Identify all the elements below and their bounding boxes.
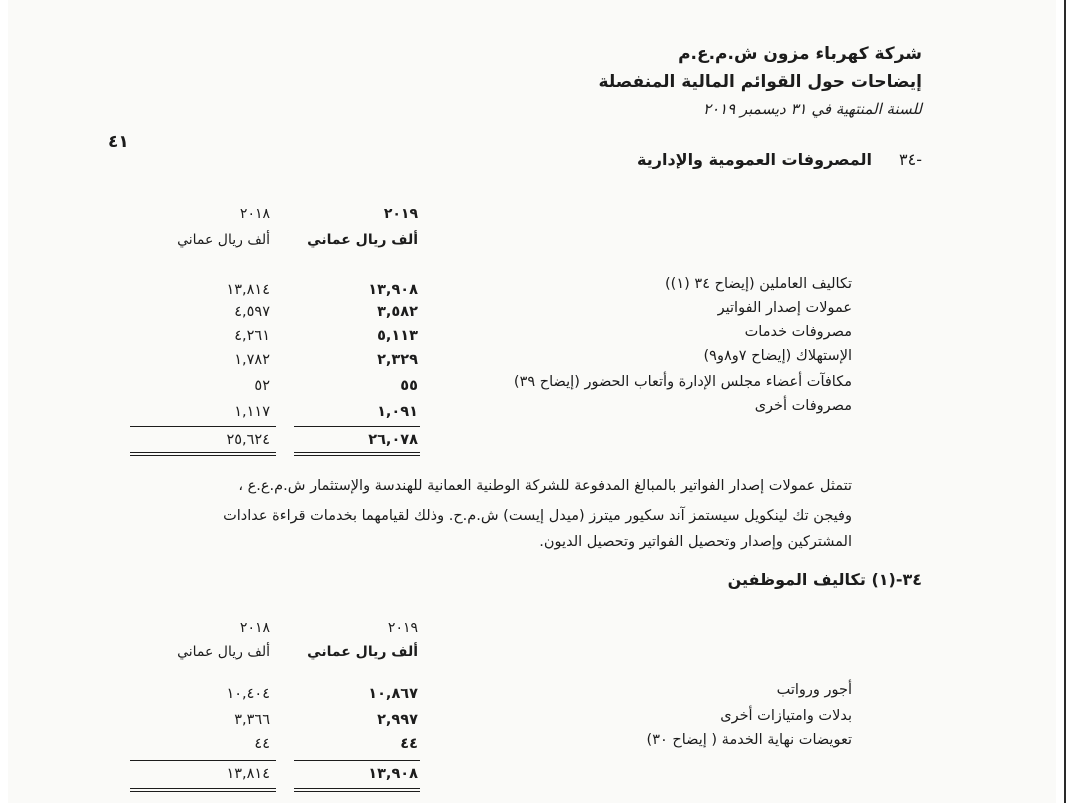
document-page bbox=[8, 0, 1056, 803]
section-title: المصروفات العمومية والإدارية bbox=[637, 150, 872, 169]
row-label: تكاليف العاملين (إيضاح ٣٤ (١)) bbox=[665, 276, 852, 292]
section-number: -٣٤ bbox=[899, 150, 922, 169]
total-2019: ١٣,٩٠٨ bbox=[368, 766, 418, 782]
total-double-rule-2018-a bbox=[130, 788, 276, 789]
note-line: تتمثل عمولات إصدار الفواتير بالمبالغ المدفوعة للشركة الوطنية العمانية للهندسة والإستثمار ش.م.ع.ع ، bbox=[238, 478, 852, 494]
company-name: شركة كهرباء مزون ش.م.ع.م bbox=[678, 44, 922, 64]
period-subtitle: للسنة المنتهية في ٣١ ديسمبر ٢٠١٩ bbox=[702, 100, 922, 118]
col-2018-year: ٢٠١٨ bbox=[239, 206, 270, 222]
row-value-2019: ٤٤ bbox=[400, 736, 418, 752]
subsection-heading bbox=[728, 570, 922, 589]
note-line: المشتركين وإصدار وتحصيل الفواتير وتحصيل الديون. bbox=[539, 534, 852, 550]
col-2018-currency: ألف ريال عماني bbox=[177, 644, 270, 660]
row-label: تعويضات نهاية الخدمة ( إيضاح ٣٠) bbox=[646, 732, 852, 748]
total-double-rule-2018-b bbox=[130, 455, 276, 456]
subtotal-rule-2018 bbox=[130, 760, 276, 761]
subtotal-rule-2019 bbox=[294, 760, 420, 761]
total-double-rule-2018-a bbox=[130, 452, 276, 453]
row-value-2018: ١,٧٨٢ bbox=[234, 352, 270, 368]
total-double-rule-2018-b bbox=[130, 791, 276, 792]
row-value-2018: ١٣,٨١٤ bbox=[226, 282, 270, 298]
col-2019-currency: ألف ريال عماني bbox=[307, 232, 418, 248]
right-edge-line bbox=[1064, 0, 1066, 803]
row-value-2019: ٥,١١٣ bbox=[377, 328, 418, 344]
row-value-2018: ١,١١٧ bbox=[234, 404, 270, 420]
row-label: مصروفات أخرى bbox=[754, 398, 852, 414]
total-double-rule-2019-b bbox=[294, 791, 420, 792]
row-label: مصروفات خدمات bbox=[744, 324, 852, 340]
subtotal-rule-2019 bbox=[294, 426, 420, 427]
document-title: إيضاحات حول القوائم المالية المنفصلة bbox=[598, 72, 922, 92]
row-value-2018: ٤٤ bbox=[254, 736, 270, 752]
total-2019: ٢٦,٠٧٨ bbox=[368, 432, 418, 448]
row-value-2018: ٥٢ bbox=[254, 378, 270, 394]
right-margin bbox=[1056, 0, 1080, 803]
row-label: أجور ورواتب bbox=[776, 682, 852, 698]
row-value-2018: ٣,٣٦٦ bbox=[234, 712, 270, 728]
col-2019-currency: ألف ريال عماني bbox=[307, 644, 418, 660]
subtotal-rule-2018 bbox=[130, 426, 276, 427]
note-line: وفيجن تك لينكويل سيستمز آند سكيور ميترز (ميدل إيست) ش.م.ح. وذلك لقيامهما بخدمات قراءة عدادات bbox=[223, 508, 852, 524]
total-2018: ١٣,٨١٤ bbox=[226, 766, 270, 782]
row-value-2018: ١٠,٤٠٤ bbox=[226, 686, 270, 702]
row-value-2018: ٤,٢٦١ bbox=[234, 328, 270, 344]
row-value-2019: ١,٠٩١ bbox=[377, 404, 418, 420]
total-double-rule-2019-a bbox=[294, 788, 420, 789]
total-double-rule-2019-b bbox=[294, 455, 420, 456]
row-label: بدلات وامتيازات أخرى bbox=[720, 708, 852, 724]
total-double-rule-2019-a bbox=[294, 452, 420, 453]
row-value-2019: ١٣,٩٠٨ bbox=[368, 282, 418, 298]
page-number: ٤١ bbox=[108, 132, 129, 152]
row-value-2018: ٤,٥٩٧ bbox=[234, 304, 270, 320]
row-value-2019: ٣,٥٨٢ bbox=[377, 304, 418, 320]
subsection-title: تكاليف الموظفين bbox=[727, 570, 866, 589]
col-2018-currency: ألف ريال عماني bbox=[177, 232, 270, 248]
row-label: عمولات إصدار الفواتير bbox=[717, 300, 852, 316]
row-value-2019: ٢,٩٩٧ bbox=[377, 712, 418, 728]
row-value-2019: ٥٥ bbox=[400, 378, 418, 394]
col-2019-year: ٢٠١٩ bbox=[387, 620, 418, 636]
total-2018: ٢٥,٦٢٤ bbox=[226, 432, 270, 448]
row-label: مكافآت أعضاء مجلس الإدارة وأتعاب الحضور (إيضاح ٣٩) bbox=[513, 374, 852, 390]
row-value-2019: ١٠,٨٦٧ bbox=[368, 686, 418, 702]
col-2018-year: ٢٠١٨ bbox=[239, 620, 270, 636]
subsection-number: ٣٤-(١) bbox=[871, 570, 922, 589]
col-2019-year: ٢٠١٩ bbox=[383, 206, 418, 222]
row-label: الإستهلاك (إيضاح ٧و٨و٩) bbox=[703, 348, 852, 364]
row-value-2019: ٢,٣٢٩ bbox=[377, 352, 418, 368]
